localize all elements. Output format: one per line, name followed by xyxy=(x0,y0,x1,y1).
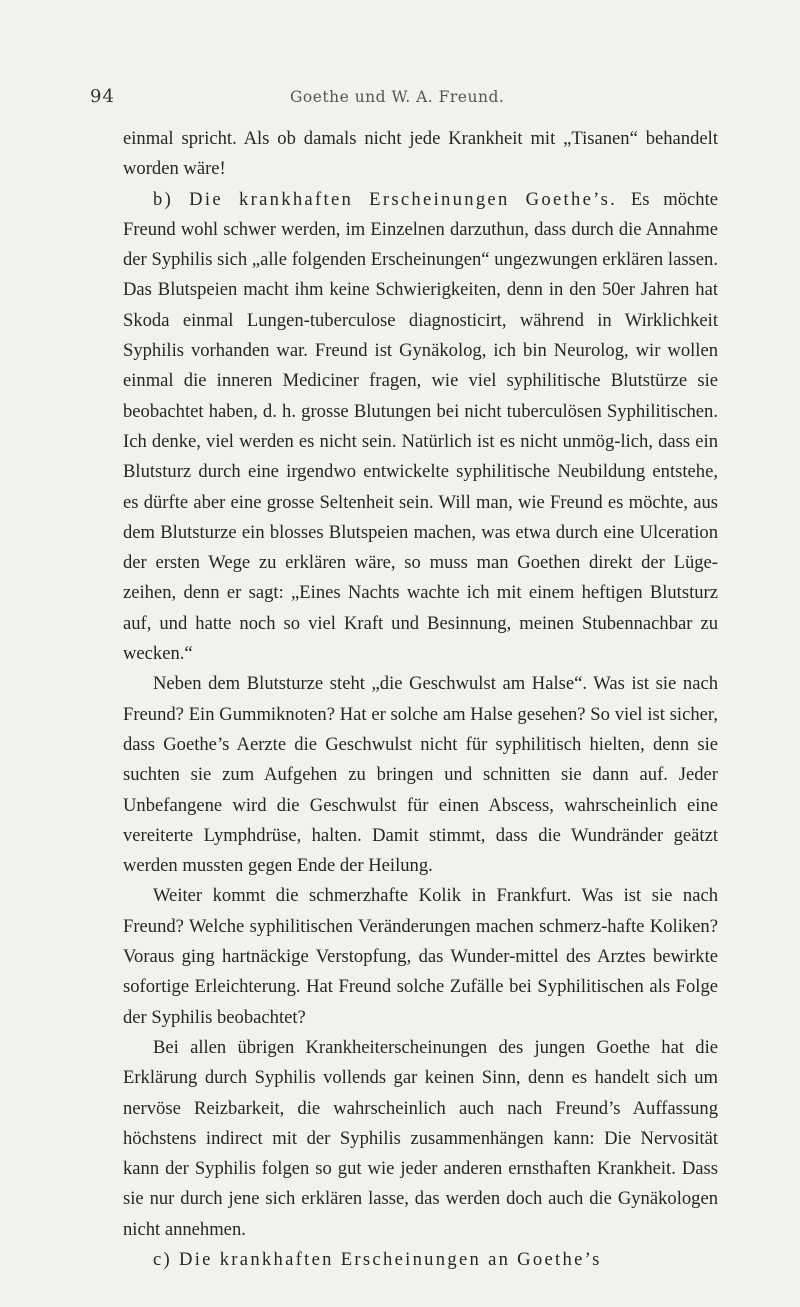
paragraph-4 xyxy=(123,881,718,1032)
paragraph-1-text: einmal spricht. Als ob damals nicht jede Krankheit mit „Tisanen“ behandelt worden wäre! xyxy=(123,128,718,180)
paragraph-3 xyxy=(123,669,718,881)
paragraph-5 xyxy=(123,1033,718,1245)
section-heading-c: c) Die krankhaften Erscheinungen an Goethe’s xyxy=(153,1248,602,1270)
paragraph-5-text: Bei allen übrigen Krankheiterscheinungen des jungen Goethe hat die Erklärung durch Syphilis vollends gar keinen Sinn, denn es handelt sich um nervöse Reizbarkeit, die wahrscheinlich auch nach Freund’s Auffassung höchstens indirect mit der Syphilis zusammenhängen kann: Die Nervosität kann der Syphilis folgen so gut wie jeder anderen ernsthaften Krankheit. Dass sie nur durch jene sich erklären lasse, das werden doch auch die Gynäkologen nicht annehmen. xyxy=(123,1036,718,1240)
body-text xyxy=(123,124,718,1275)
section-heading-b: b) Die krankhaften Erscheinungen Goethe’s. xyxy=(153,188,618,210)
page-header xyxy=(90,86,730,112)
page-number: 94 xyxy=(90,86,115,107)
running-title: Goethe und W. A. Freund. xyxy=(290,88,505,106)
paragraph-1 xyxy=(123,124,718,185)
paragraph-2-text: Es möchte Freund wohl schwer werden, im Einzelnen darzuthun, dass durch die Annahme der Syphilis sich „alle folgenden Erscheinungen“ ungezwungen erklären lassen. Das Blutspeien macht ihm keine Schwierigkeiten, denn in den 50er Jahren hat Skoda einmal Lungen-tuberculose diagnosticirt, während in Wirklichkeit Syphilis vorhanden war. Freund ist Gynäkolog, ich bin Neurolog, wir wollen einmal die inneren Mediciner fragen, wie viel syphilitische Blutstürze sie beobachtet haben, d. h. grosse Blutungen bei nicht tuberculösen Syphilitischen. Ich denke, viel werden es nicht sein. Natürlich ist es nicht unmög-lich, dass ein Blutsturz durch eine irgendwo entwickelte syphilitische Neubildung entstehe, es dürfte aber eine grosse Seltenheit sein. Will man, wie Freund es möchte, aus dem Blutsturze ein blosses Blutspeien machen, was etwa durch eine Ulceration der ersten Wege zu erklären wäre, so muss man Goethen direkt der Lüge-zeihen, denn er sagt: „Eines Nachts wachte ich mit einem heftigen Blutsturz auf, und hatte noch so viel Kraft und Besinnung, meinen Stubennachbar zu wecken.“ xyxy=(123,188,718,665)
paragraph-3-text: Neben dem Blutsturze steht „die Geschwulst am Halse“. Was ist sie nach Freund? Ein Gummiknoten? Hat er solche am Halse gesehen? So viel ist sicher, dass Goethe’s Aerzte die Geschwulst nicht für syphilitisch hielten, denn sie suchten sie zum Aufgehen zu bringen und schnitten sie dann auf. Jeder Unbefangene wird die Geschwulst für einen Abscess, wahrscheinlich eine vereiterte Lymphdrüse, halten. Damit stimmt, dass die Wundränder geätzt werden mussten gegen Ende der Heilung. xyxy=(123,673,718,877)
paragraph-4-text: Weiter kommt die schmerzhafte Kolik in Frankfurt. Was ist sie nach Freund? Welche syphilitischen Veränderungen machen schmerz-hafte Koliken? Voraus ging hartnäckige Verstopfung, das Wunder-mittel des Arztes bewirkte sofortige Erleichterung. Hat Freund solche Zufälle bei Syphilitischen als Folge der Syphilis beobachtet? xyxy=(123,885,718,1028)
paragraph-6 xyxy=(123,1245,718,1275)
paragraph-2 xyxy=(123,185,718,670)
